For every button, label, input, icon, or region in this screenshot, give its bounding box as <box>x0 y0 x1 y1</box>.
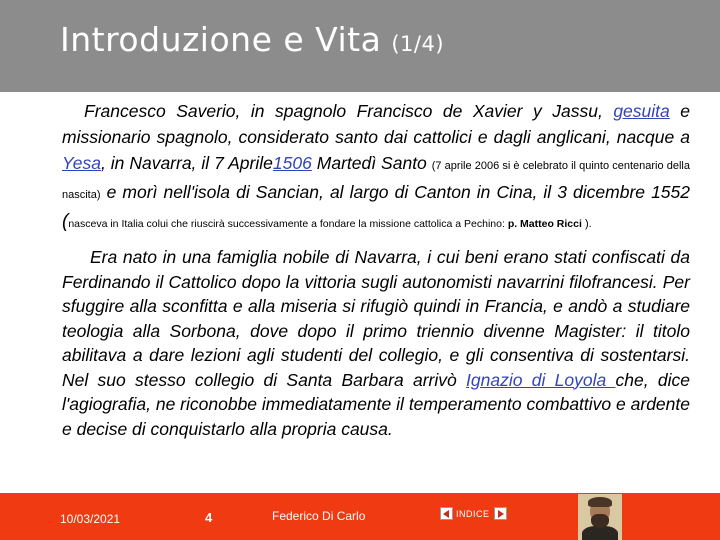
text-segment: , in spagnolo <box>235 101 357 121</box>
paren-close: ). <box>581 218 592 230</box>
name-matteo-ricci: p. Matteo Ricci <box>507 218 582 230</box>
text-segment: che, dice l'agiografia, ne riconobbe immediatamente il temperamento combattivo e ardente e decise di conquistarlo alla propria causa. <box>62 369 690 439</box>
link-1506[interactable]: 1506 <box>272 153 312 173</box>
indice-link[interactable]: INDICE <box>456 509 490 519</box>
slide-body <box>62 98 690 441</box>
portrait-beard <box>591 514 609 528</box>
name-francesco: Francesco Saverio <box>84 101 236 121</box>
note-centenario: (7 aprile 2006 si è celebrato il quinto centenario della nascita) <box>62 160 690 201</box>
title-subtitle: (1/4) <box>391 32 445 56</box>
link-gesuita[interactable]: gesuita <box>613 101 670 121</box>
text-segment: e missionario spagnolo, considerato santo dai cattolici e dagli anglicani, nacque a <box>62 101 690 147</box>
portrait-hair <box>588 497 612 507</box>
paren-open: ( <box>62 211 69 232</box>
arrow-left-icon[interactable] <box>440 507 453 520</box>
text-segment: , in Navarra, il 7 Aprile <box>100 153 273 173</box>
slide-header <box>0 0 720 92</box>
slide-title <box>60 20 444 59</box>
footer-author: Federico Di Carlo <box>272 509 366 523</box>
text-segment: Era nato in una famiglia nobile di Navarra, i cui beni erano stati confiscati da Ferdinando il Cattolico dopo la vittoria sugli autonomisti navarrini filofrancesi. Per sfuggire alla sconfitta e alla miseria si rifugiò quindi in Francia, e andò a studiare teologia alla Sorbona, dove dopo il primo triennio divenne Magister: il titolo abilitava a dare lezioni agli studenti del collegio, e gli consentiva di sostentarsi. Nel suo stesso collegio di Santa Barbara arrivò <box>62 247 690 390</box>
name-francisco: Francisco de Xavier y Jassu <box>356 101 598 121</box>
paragraph-vita <box>62 245 690 441</box>
title-text: Introduzione e Vita <box>60 20 382 59</box>
link-yesa[interactable]: Yesa <box>62 153 101 173</box>
note-ricci: nasceva in Italia colui che riuscirà successivamente a fondare la missione cattolica a Pechino: <box>68 218 508 230</box>
portrait-image <box>578 494 622 540</box>
arrow-right-icon[interactable] <box>494 507 507 520</box>
text-segment: , <box>597 101 614 121</box>
footer-date: 10/03/2021 <box>60 512 121 526</box>
page-number: 4 <box>205 510 213 525</box>
text-segment: e morì nell'isola di Sancian, al largo di Canton in Cina, il 3 dicembre 1552 <box>100 182 690 202</box>
link-ignazio-di-loyola[interactable]: Ignazio di Loyola <box>466 369 616 390</box>
paragraph-intro <box>62 98 690 237</box>
text-segment: Martedì Santo <box>311 153 427 173</box>
portrait-robe <box>582 526 618 540</box>
